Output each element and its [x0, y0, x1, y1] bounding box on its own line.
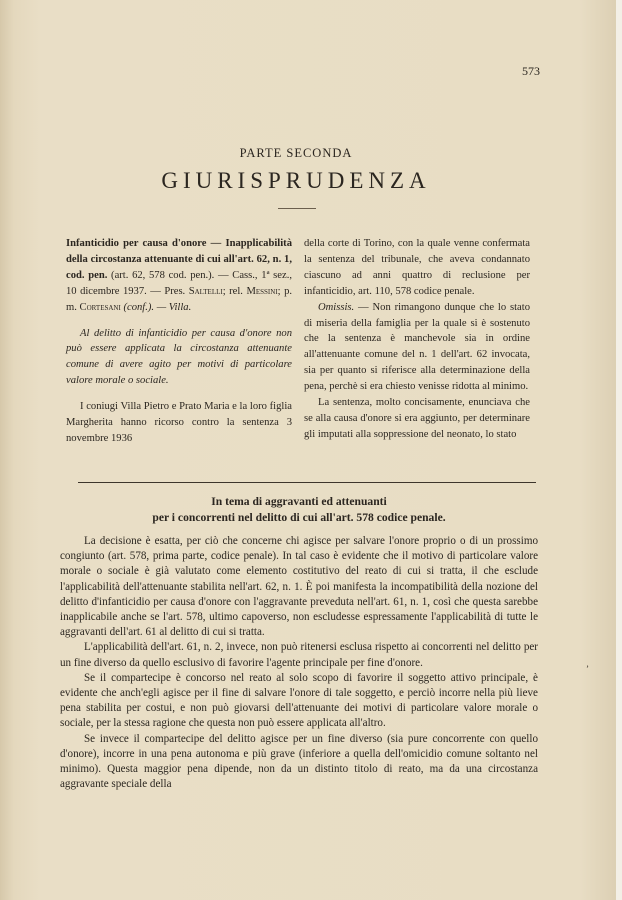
omissis-continuation: — Non rimangono dunque che lo stato di miseria della famiglia per la quale si è sostenuto che la sentenza è manchevole sia in ordine all'attenuante comune del n. 1 dell'art. 62 invocata, sia per quanto si riferisce alla determinazione della pena, perchè si era chiesto venisse ridotta al minimo.: [304, 301, 530, 393]
prosecutor-name: Cortesani: [79, 301, 121, 313]
omissis: Omissis.: [318, 301, 355, 313]
case-text-right-1: della corte di Torino, con la quale venne confermata la sentenza del tribunale, che aveva condannato ciascuno ad anni quattro di reclusione per infanticidio, art. 110, 578 codice penale.: [304, 238, 530, 297]
conf-note: (conf.). — Villa.: [123, 301, 192, 313]
title-divider: [278, 208, 316, 209]
page-number: 573: [522, 64, 540, 78]
president-name: Saltelli: [188, 285, 223, 297]
case-text-left: I coniugi Villa Pietro e Prato Maria e la loro figlia Margherita hanno ricorso contro la sentenza 3 novembre 1936: [66, 401, 292, 444]
part-heading: PARTE SECONDA: [239, 146, 353, 160]
note-title-line-2: per i concorrenti nel delitto di cui all'art. 578 codice penale.: [152, 510, 446, 524]
note-divider: [78, 482, 536, 483]
note-paragraph: Se il compartecipe è concorso nel reato al solo scopo di favorire il soggetto attivo principale, è evidente che anch'egli agisce per il fine di salvare l'onore di tale soggetto, e perciò incorre nella più lieve pena stabilita per costui, e non può giovarsi dell'attenuante dei motivi di particolare valore morale o sociale, per la stessa ragione che questa non può essere applicata all'altro.: [60, 671, 538, 730]
note-paragraph: La decisione è esatta, per ciò che concerne chi agisce per salvare l'onore proprio o di un prossimo congiunto (art. 578, prima parte, codice penale). In tal caso è evidente che il motivo di particolare valore morale o sociale è già valutato come elemento costitutivo del reato di cui si tratta, il che esclude l'applicabilità dell'attenuante stabilita nell'art. 62, n. 1. È poi manifesta la incompatibilità della nozione del delitto d'infanticidio per causa d'onore con l'aggravante preveduta nell'art. 61, n. 1, così che questa sarebbe inapplicabile anche se l'art. 578, ultimo capoverso, non escludesse espressamente l'applicabilità di tutte le aggravanti dell'art. 61 al delitto di cui si tratta.: [60, 535, 538, 639]
case-text-right-2: [304, 300, 530, 395]
case-text-right-3: La sentenza, molto concisamente, enunciava che se alla causa d'onore si era aggiunto, per determinare gli imputati alla soppressione del neonato, lo stato: [304, 397, 530, 440]
note-title: [60, 494, 538, 525]
pm-label: ; p. m.: [66, 285, 293, 313]
section-title: GIURISPRUDENZA: [161, 168, 431, 193]
case-massima: Al delitto di infanticidio per causa d'onore non può essere applicata la circostanza attenuante comune di avere agito per motivi di particolare valore morale o sociale.: [66, 327, 292, 387]
headnote-text: Infanticidio per causa d'onore — Inapplicabilità della circostanza attenuante di cui all'art. 62, n. 1, cod. pen.: [66, 238, 292, 281]
right-column: [304, 236, 530, 443]
case-citation: (art. 62, 578 cod. pen.). — Cass., 1ª sez., 10 dicembre 1937. — Pres.: [66, 269, 292, 297]
note-paragraph: L'applicabilità dell'art. 61, n. 2, invece, non può ritenersi esclusa rispetto ai concorrenti nel delitto per un fine diverso da quello esclusivo di favorire l'agente principale per fine d'onore.: [60, 641, 538, 669]
page-edge: [616, 0, 622, 900]
note-title-line-1: In tema di aggravanti ed attenuanti: [211, 495, 387, 508]
rel-label: ; rel.: [222, 285, 243, 297]
note-body: [60, 534, 538, 792]
rapporteur-name: Messini: [246, 285, 278, 297]
left-column: [66, 236, 292, 447]
case-headnote: [66, 236, 292, 316]
note-paragraph: Se invece il compartecipe del delitto agisce per un fine diverso (sia pure concorrente con quello d'onore), incorre in una pena autonoma e più grave (inferiore a quella dell'omicidio comune soltanto nel minimo). Questa maggior pena dipende, non da un distinto titolo di reato, ma da una circostanza aggravante speciale della: [60, 732, 538, 791]
scan-mark: ’: [586, 664, 589, 674]
